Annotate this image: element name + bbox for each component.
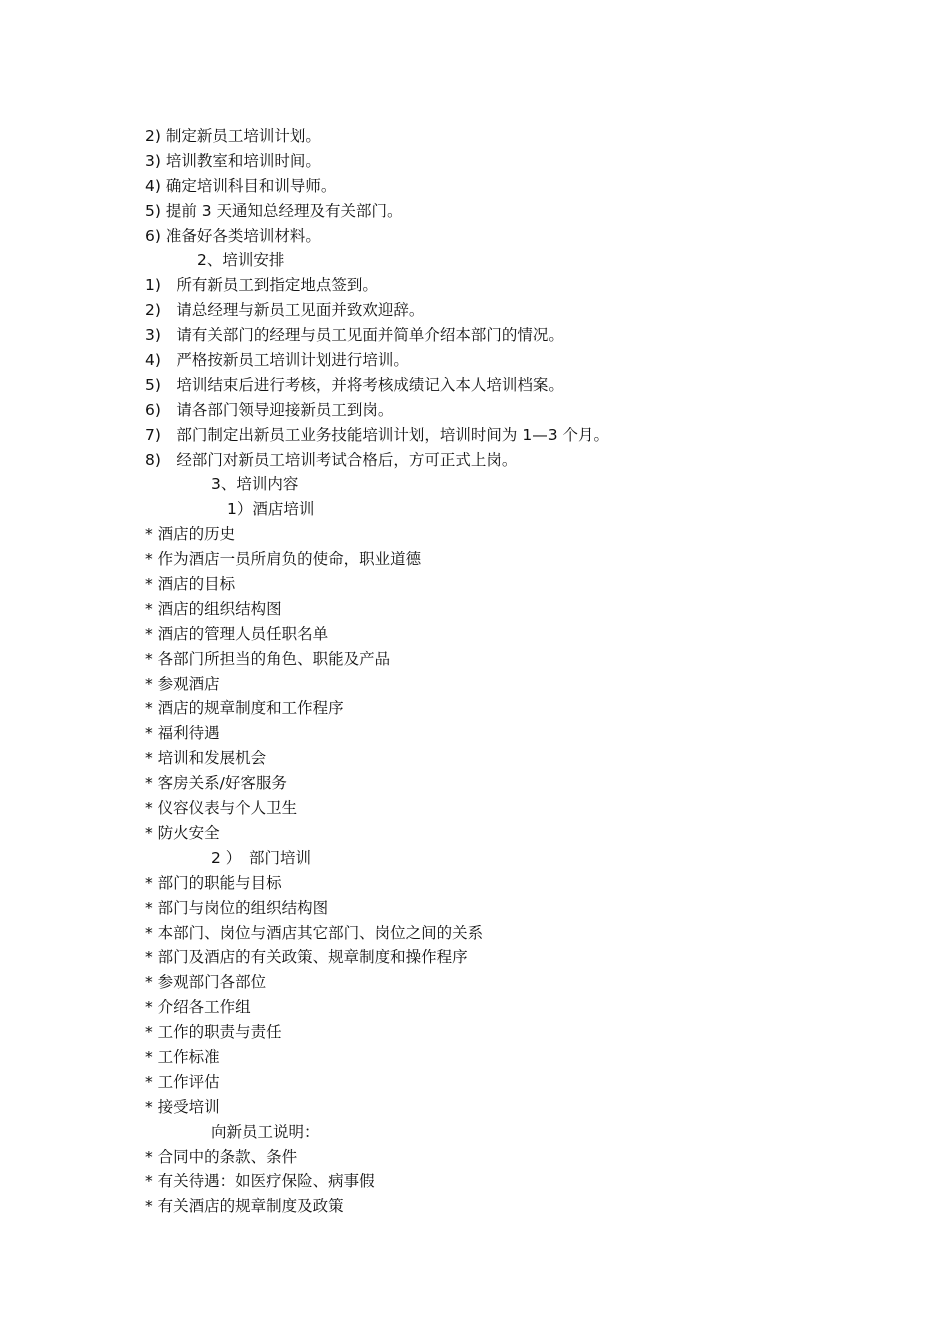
arrangement-item-8: 8) 经部门对新员工培训考试合格后，方可正式上岗。 — [145, 450, 518, 469]
hotel-training-item: * 酒店的组织结构图 — [145, 599, 282, 618]
department-training-item: * 部门与岗位的组织结构图 — [145, 898, 329, 917]
arrangement-item-7: 7) 部门制定出新员工业务技能培训计划，培训时间为 1—3 个月。 — [145, 425, 609, 444]
department-training-item: * 工作评估 — [145, 1072, 220, 1091]
department-training-item: * 工作的职责与责任 — [145, 1023, 282, 1042]
department-training-item: * 本部门、岗位与酒店其它部门、岗位之间的关系 — [145, 923, 484, 942]
explain-heading: 向新员工说明： — [211, 1122, 320, 1141]
hotel-training-item: * 酒店的历史 — [145, 525, 236, 544]
hotel-training-item: * 培训和发展机会 — [145, 749, 267, 768]
arrangement-item-6: 6) 请各部门领导迎接新员工到岗。 — [145, 400, 394, 419]
explain-item: * 合同中的条款、条件 — [145, 1147, 298, 1166]
prep-item-4: 4) 确定培训科目和训导师。 — [145, 176, 337, 195]
subsection-1-heading: 1）酒店培训 — [227, 500, 315, 519]
hotel-training-item: * 酒店的管理人员任职名单 — [145, 624, 329, 643]
hotel-training-item: * 作为酒店一员所肩负的使命，职业道德 — [145, 550, 422, 569]
document-body — [145, 124, 845, 1219]
department-training-item: * 参观部门各部位 — [145, 973, 267, 992]
prep-item-5: 5) 提前 3 天通知总经理及有关部门。 — [145, 201, 403, 220]
department-training-item: * 部门及酒店的有关政策、规章制度和操作程序 — [145, 948, 468, 967]
hotel-training-item: * 酒店的规章制度和工作程序 — [145, 699, 344, 718]
prep-item-3: 3) 培训教室和培训时间。 — [145, 151, 321, 170]
hotel-training-item: * 福利待遇 — [145, 724, 220, 743]
arrangement-item-4: 4) 严格按新员工培训计划进行培训。 — [145, 351, 409, 370]
explain-item: * 有关酒店的规章制度及政策 — [145, 1197, 344, 1216]
department-training-item: * 介绍各工作组 — [145, 998, 251, 1017]
prep-item-2: 2) 制定新员工培训计划。 — [145, 127, 321, 145]
subsection-2-heading: 2 ） 部门培训 — [211, 848, 312, 867]
section-3-heading: 3、培训内容 — [211, 475, 299, 494]
arrangement-item-2: 2) 请总经理与新员工见面并致欢迎辞。 — [145, 301, 425, 320]
hotel-training-item: * 仪容仪表与个人卫生 — [145, 799, 298, 818]
arrangement-item-1: 1) 所有新员工到指定地点签到。 — [145, 276, 378, 295]
explain-item: * 有关待遇：如医疗保险、病事假 — [145, 1172, 375, 1191]
hotel-training-item: * 防火安全 — [145, 823, 220, 842]
arrangement-item-5: 5) 培训结束后进行考核，并将考核成绩记入本人培训档案。 — [145, 375, 564, 394]
department-training-item: * 部门的职能与目标 — [145, 873, 282, 892]
section-2-heading: 2、培训安排 — [197, 251, 285, 270]
prep-item-6: 6) 准备好各类培训材料。 — [145, 226, 321, 245]
hotel-training-item: * 各部门所担当的角色、职能及产品 — [145, 649, 391, 668]
department-training-item: * 工作标准 — [145, 1047, 220, 1066]
hotel-training-item: * 酒店的目标 — [145, 575, 236, 594]
hotel-training-item: * 客房关系/好客服务 — [145, 774, 287, 793]
arrangement-item-3: 3) 请有关部门的经理与员工见面并简单介绍本部门的情况。 — [145, 326, 564, 345]
hotel-training-item: * 参观酒店 — [145, 674, 220, 693]
department-training-item: * 接受培训 — [145, 1097, 220, 1116]
